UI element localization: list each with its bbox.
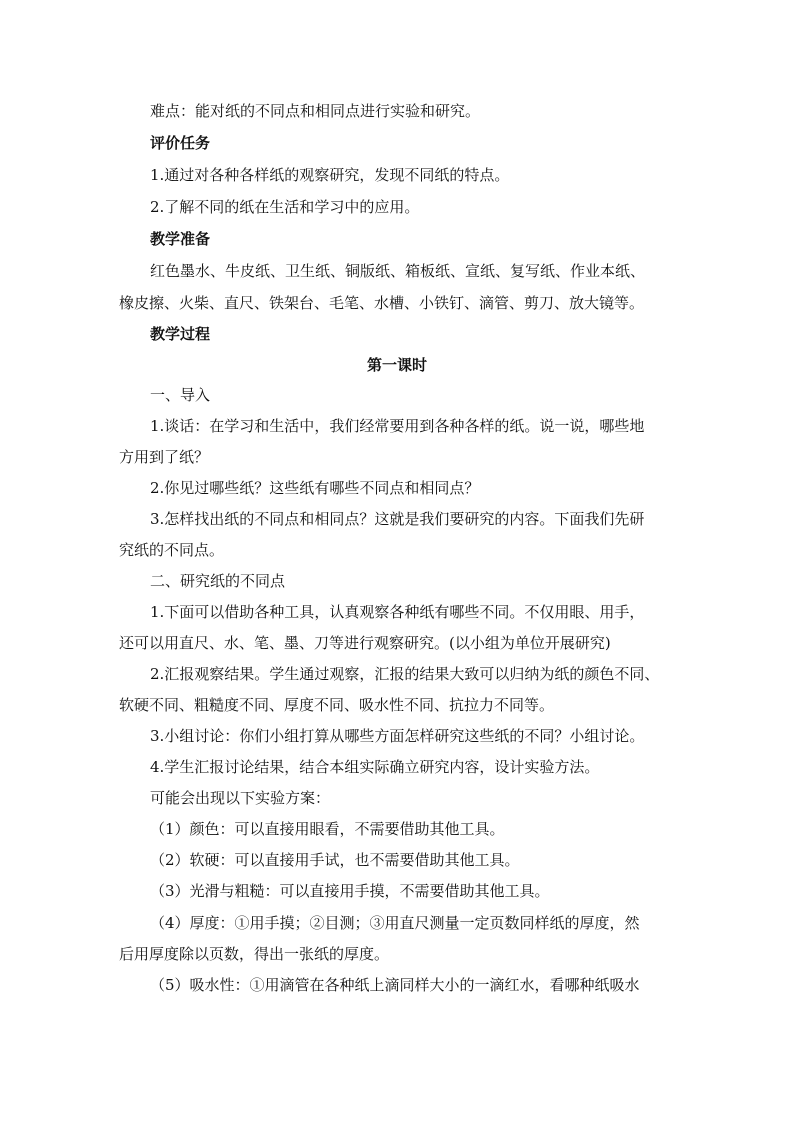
plans-intro: 可能会出现以下实验方案： (150, 789, 331, 807)
prep-line-2: 橡皮擦、火柴、直尺、铁架台、毛笔、水槽、小铁钉、滴管、剪刀、放大镜等。 (119, 294, 645, 312)
section-differences-heading: 二、研究纸的不同点 (150, 572, 286, 590)
difficulty-line: 难点：能对纸的不同点和相同点进行实验和研究。 (150, 102, 481, 120)
plan-item-2: （2）软硬：可以直接用手试，也不需要借助其他工具。 (150, 851, 520, 869)
lesson-title: 第一课时 (366, 356, 427, 374)
study-item-2-a: 2.汇报观察结果。学生通过观察，汇报的结果大致可以归纳为纸的颜色不同、 (150, 665, 660, 683)
eval-heading: 评价任务 (150, 134, 211, 152)
intro-item-3-a: 3.怎样找出纸的不同点和相同点？这就是我们要研究的内容。下面我们先研 (150, 510, 645, 528)
study-item-1-a: 1.下面可以借助各种工具，认真观察各种纸有哪些不同。不仅用眼、用手， (150, 603, 645, 621)
plan-item-1: （1）颜色：可以直接用眼看，不需要借助其他工具。 (150, 820, 505, 838)
prep-line-1: 红色墨水、牛皮纸、卫生纸、铜版纸、箱板纸、宣纸、复写纸、作业本纸、 (150, 262, 646, 280)
process-heading: 教学过程 (150, 325, 211, 343)
eval-item-1: 1.通过对各种各样纸的观察研究，发现不同纸的特点。 (150, 166, 510, 184)
intro-item-3-b: 究纸的不同点。 (119, 541, 225, 559)
intro-item-1-b: 方用到了纸？ (119, 448, 210, 466)
eval-item-2: 2.了解不同的纸在生活和学习中的应用。 (150, 198, 420, 216)
intro-item-2: 2.你见过哪些纸？这些纸有哪些不同点和相同点？ (150, 479, 480, 497)
plan-item-4-b: 后用厚度除以页数，得出一张纸的厚度。 (119, 945, 390, 963)
study-item-4: 4.学生汇报讨论结果，结合本组实际确立研究内容，设计实验方法。 (150, 758, 600, 776)
study-item-1-b: 还可以用直尺、水、笔、墨、刀等进行观察研究。(以小组为单位开展研究) (119, 634, 611, 652)
plan-item-4-a: （4）厚度：①用手摸；②目测；③用直尺测量一定页数同样纸的厚度，然 (150, 914, 640, 932)
study-item-3: 3.小组讨论：你们小组打算从哪些方面怎样研究这些纸的不同？小组讨论。 (150, 727, 645, 745)
intro-item-1-a: 1.谈话：在学习和生活中，我们经常要用到各种各样的纸。说一说，哪些地 (150, 417, 645, 435)
prep-heading: 教学准备 (150, 230, 211, 248)
plan-item-3: （3）光滑与粗糙：可以直接用手摸，不需要借助其他工具。 (150, 882, 550, 900)
study-item-2-b: 软硬不同、粗糙度不同、厚度不同、吸水性不同、抗拉力不同等。 (119, 696, 555, 714)
section-intro-heading: 一、导入 (150, 386, 211, 404)
plan-item-5: （5）吸水性：①用滴管在各种纸上滴同样大小的一滴红水，看哪种纸吸水 (150, 976, 640, 994)
